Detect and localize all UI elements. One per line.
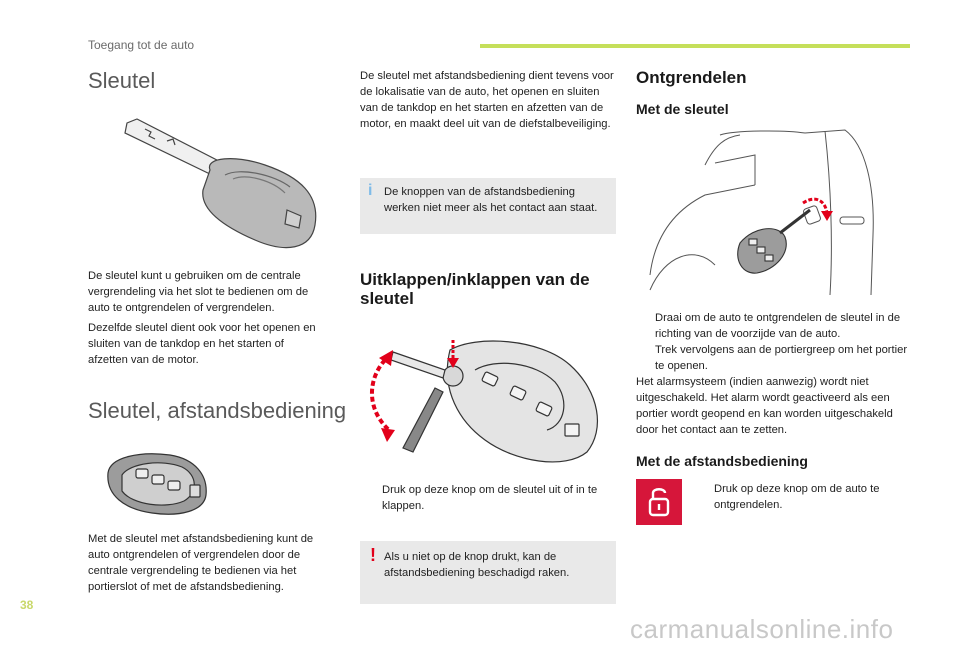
title-sleutel-afstandsbediening: Sleutel, afstandsbediening [88,398,347,423]
watermark: carmanualsonline.info [630,614,894,644]
col2-bullet-1: Druk op deze knop om de sleutel uit of in te klappen. [382,484,598,512]
subheading-met-de-sleutel: Met de sleutel [636,101,729,117]
info-icon: i [368,182,373,199]
col1-paragraph-2: Dezelfde sleutel dient ook voor het openen en sluiten van de tankdop en het starten of afzetten van de motor. [88,322,316,366]
car-door-illustration [645,125,915,300]
col1-paragraph-1: De sleutel kunt u gebruiken om de centrale vergrendeling via het slot te bedienen om de auto te ontgrendelen of vergrendelen. [88,270,309,314]
key-illustration [115,115,320,255]
warning-box [360,541,616,604]
heading-uitklappen: Uitklappen/inklappen van de sleutel [360,270,590,308]
unlock-button-icon [636,479,682,525]
col1-paragraph-3: Met de sleutel met afstandsbediening kunt de auto ontgrendelen of vergrendelen door de centrale vergrendeling te bedienen via het portierslot of met de afstandsbediening. [88,533,314,593]
remote-key-illustration [100,445,212,523]
warning-text: Als u niet op de knop drukt, kan de afstandsbediening beschadigd raken. [384,551,570,579]
info-text: De knoppen van de afstandsbediening werken niet meer als het contact aan staat. [384,186,598,214]
col3-bullet-3: Druk op deze knop om de auto te ontgrendelen. [714,483,880,511]
padlock-open-icon [636,479,682,525]
subheading-met-de-afstandsbediening: Met de afstandsbediening [636,453,808,469]
col2-paragraph-1: De sleutel met afstandsbediening dient tevens voor de lokalisatie van de auto, het openen en sluiten van de tankdop en het starten en afzetten van de motor, en maakt deel uit van de diefstalbeveiliging. [360,70,614,130]
page-number: 38 [20,598,34,612]
info-box [360,178,616,234]
col3-bullet-2: Trek vervolgens aan de portiergreep om het portier te openen. [655,344,908,372]
header-accent-bar [480,44,910,48]
section-header: Toegang tot de auto [88,38,195,52]
title-sleutel: Sleutel [88,68,156,93]
col3-bullet-1: Draai om de auto te ontgrendelen de sleutel in de richting van de voorzijde van de auto. [655,312,901,340]
heading-ontgrendelen: Ontgrendelen [636,68,747,87]
warning-icon: ! [370,545,376,565]
col3-paragraph-1: Het alarmsysteem (indien aanwezig) wordt niet uitgeschakeld. Het alarm wordt geactiveerd als een portier wordt geopend en kan worden uitgeschakeld door het contact aan te zetten. [636,376,893,436]
key-fold-illustration [365,330,610,468]
